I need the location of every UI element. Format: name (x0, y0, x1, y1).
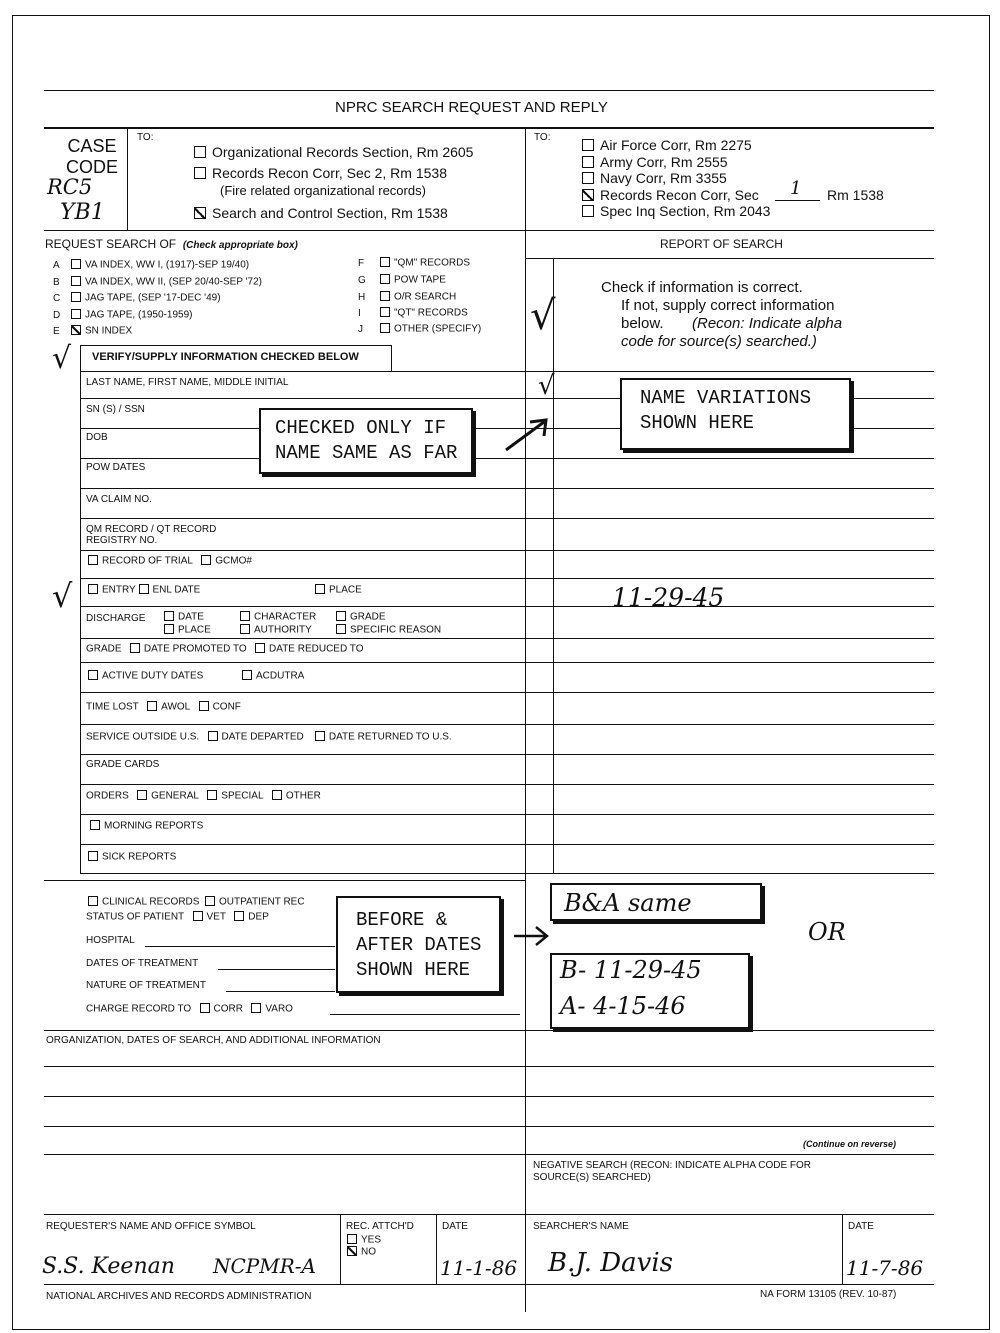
checkbox[interactable] (272, 790, 282, 800)
sig-divider (842, 1214, 843, 1284)
checkbox[interactable] (207, 790, 217, 800)
checkbox-checked[interactable] (71, 325, 81, 335)
name-variations-callout: NAME VARIATIONS SHOWN HERE (620, 378, 851, 450)
field-sick-reports: SICK REPORTS (88, 852, 176, 863)
checkbox[interactable] (255, 643, 265, 653)
search-item-g: G POW TAPE (358, 274, 446, 286)
check-info-1: Check if information is correct. (601, 279, 803, 296)
checkbox[interactable] (240, 624, 250, 634)
title-bottom-rule (44, 127, 934, 129)
searcher-date: 11-7-86 (846, 1256, 924, 1280)
discharge-character: CHARACTER (240, 612, 316, 623)
field-acdutra: ACDUTRA (242, 671, 304, 682)
case-code-divider (127, 127, 128, 230)
requester-name: S.S. Keenan (42, 1254, 175, 1279)
nature-treatment-line (226, 991, 335, 992)
row-rule (80, 724, 934, 725)
checkbox[interactable] (380, 274, 390, 284)
checkbox[interactable] (137, 790, 147, 800)
requester-date-label: DATE (442, 1221, 468, 1232)
search-item-e: E SN INDEX (53, 325, 133, 337)
checkbox[interactable] (194, 146, 206, 158)
discharge-date: DATE (164, 612, 204, 623)
search-item-d: D JAG TAPE, (1950-1959) (53, 309, 193, 321)
checkbox[interactable] (242, 670, 252, 680)
checkbox[interactable] (199, 701, 209, 711)
checkbox[interactable] (582, 156, 594, 168)
to-fire-related: (Fire related organizational records) (220, 183, 426, 198)
arrow-icon (514, 924, 550, 948)
charge-record-line (330, 1014, 520, 1015)
case-code-value-1: RC5 (47, 175, 93, 199)
field-grade-cards: GRADE CARDS (86, 759, 160, 770)
hospital-line (145, 946, 335, 947)
field-dob: DOB (86, 432, 108, 443)
row-rule (80, 638, 934, 639)
row-rule (80, 488, 934, 489)
field-last-name: LAST NAME, FIRST NAME, MIDDLE INITIAL (86, 377, 289, 388)
arrow-icon (500, 412, 552, 456)
to-rm-1538: Rm 1538 (827, 187, 884, 203)
field-service-outside: SERVICE OUTSIDE U.S. DATE DEPARTED DATE RETURNED TO U.S. (86, 731, 452, 743)
org-dates-label: ORGANIZATION, DATES OF SEARCH, AND ADDITIONAL INFORMATION (46, 1035, 381, 1046)
field-clinical-records: CLINICAL RECORDS OUTPATIENT REC (88, 897, 305, 908)
search-item-c: C JAG TAPE, (SEP '17-DEC '49) (53, 292, 221, 304)
center-divider (525, 127, 526, 1312)
to-label-right: TO: (534, 132, 551, 143)
request-search-label: REQUEST SEARCH OF (Check appropriate box) (45, 237, 298, 251)
row-rule (80, 606, 934, 607)
checkbox[interactable] (201, 555, 211, 565)
rec-attchd-no: NO (347, 1247, 376, 1258)
search-item-i: I "QT" RECORDS (358, 307, 468, 319)
search-item-j: J OTHER (SPECIFY) (358, 323, 482, 335)
search-item-a: A VA INDEX, WW I, (1917)-SEP 19/40) (53, 259, 250, 271)
check-info-5: code for source(s) searched.) (621, 333, 817, 350)
check-info-2: If not, supply correct information (621, 297, 835, 314)
checkbox[interactable] (71, 309, 81, 319)
to-label-left: TO: (137, 132, 154, 143)
checkbox[interactable] (234, 911, 244, 921)
field-charge-record: CHARGE RECORD TO CORR VARO (86, 1003, 293, 1015)
row-rule (80, 458, 934, 459)
checkbox[interactable] (147, 701, 157, 711)
row-rule (80, 578, 934, 579)
checkbox[interactable] (347, 1234, 357, 1244)
checkbox[interactable] (88, 851, 98, 861)
entry-checkmark: √ (52, 577, 73, 615)
to-army: Army Corr, Rm 2555 (582, 155, 728, 169)
footer-agency: NATIONAL ARCHIVES AND RECORDS ADMINISTRATION (46, 1291, 312, 1302)
search-item-f: F "QM" RECORDS (358, 257, 470, 269)
case-code-label: CASE CODE (65, 136, 118, 177)
org-line (44, 1154, 934, 1155)
row-rule (80, 784, 934, 785)
to-org-records: Organizational Records Section, Rm 2605 (194, 145, 473, 159)
recon-sec-blank (775, 200, 820, 201)
field-qm-record-1: QM RECORD / QT RECORD (86, 524, 217, 535)
checkbox[interactable] (193, 911, 203, 921)
continue-note: (Continue on reverse) (803, 1139, 897, 1149)
row-rule (80, 692, 934, 693)
field-time-lost: TIME LOST AWOL CONF (86, 701, 241, 713)
checkbox[interactable] (164, 624, 174, 634)
search-item-h: H O/R SEARCH (358, 291, 457, 303)
row-rule (80, 550, 934, 551)
field-discharge: DISCHARGE (86, 613, 146, 624)
checkbox[interactable] (582, 139, 594, 151)
field-orders: ORDERS GENERAL SPECIAL OTHER (86, 790, 321, 802)
checkbox[interactable] (88, 670, 98, 680)
negative-search: NEGATIVE SEARCH (RECON: INDICATE ALPHA CODE FOR SOURCE(S) SEARCHED) (533, 1160, 812, 1183)
row-rule (80, 371, 934, 372)
field-qm-record-2: REGISTRY NO. (86, 535, 158, 546)
field-grade: GRADE DATE PROMOTED TO DATE REDUCED TO (86, 643, 364, 655)
field-sn: SN (S) / SSN (86, 404, 145, 415)
field-morning-reports: MORNING REPORTS (90, 821, 203, 832)
field-place: PLACE (315, 585, 362, 596)
checkbox[interactable] (380, 291, 390, 301)
recon-sec-value: 1 (790, 178, 802, 199)
to-recon-sec: Records Recon Corr, Sec (582, 188, 759, 202)
clinical-bottom-rule (44, 1030, 934, 1031)
checkbox[interactable] (200, 1003, 210, 1013)
field-record-of-trial: RECORD OF TRIAL GCMO# (88, 556, 252, 567)
checkbox[interactable] (164, 611, 174, 621)
check-info-3: below. (621, 315, 664, 332)
field-va-claim: VA CLAIM NO. (86, 494, 152, 505)
discharge-specific-reason: SPECIFIC REASON (336, 625, 441, 636)
org-line (44, 1096, 934, 1097)
case-code-value-2: YB1 (60, 200, 105, 225)
sig-divider (436, 1214, 437, 1284)
report-rule (525, 258, 934, 259)
checkbox[interactable] (205, 896, 215, 906)
requester-date: 11-1-86 (440, 1256, 518, 1280)
signature-bottom-rule (44, 1284, 934, 1285)
org-line (44, 1126, 934, 1127)
checkbox-checked[interactable] (582, 189, 594, 201)
row-rule (80, 662, 934, 663)
checkbox[interactable] (194, 167, 206, 179)
checkbox[interactable] (130, 643, 140, 653)
report-of-search: REPORT OF SEARCH (660, 237, 783, 251)
check-info-4: (Recon: Indicate alpha (692, 315, 843, 332)
checkbox-checked[interactable] (194, 207, 206, 219)
checkbox[interactable] (71, 259, 81, 269)
discharge-place: PLACE (164, 625, 211, 636)
checkbox[interactable] (208, 731, 218, 741)
field-dates-treatment: DATES OF TREATMENT (86, 958, 199, 969)
report-checkmark: √ (530, 293, 556, 339)
row-rule (80, 814, 934, 815)
field-entry: ENTRY ENL DATE (88, 585, 200, 596)
to-navy: Navy Corr, Rm 3355 (582, 171, 727, 185)
or-label: OR (808, 918, 846, 946)
field-nature-treatment: NATURE OF TREATMENT (86, 980, 206, 991)
checkbox[interactable] (88, 584, 98, 594)
checkbox[interactable] (139, 584, 149, 594)
checkbox[interactable] (240, 611, 250, 621)
after-date-value: A- 4-15-46 (560, 992, 686, 1020)
requester-office: NCPMR-A (213, 1254, 316, 1278)
fields-left-border (80, 371, 81, 873)
checkbox[interactable] (582, 205, 594, 217)
row-rule (80, 754, 934, 755)
checked-only-callout: CHECKED ONLY IF NAME SAME AS FAR (259, 408, 473, 474)
to-air-force: Air Force Corr, Rm 2275 (582, 138, 752, 152)
checkbox[interactable] (88, 555, 98, 565)
field-pow-dates: POW DATES (86, 462, 146, 473)
entry-date-value: 11-29-45 (612, 583, 725, 612)
checkbox[interactable] (336, 624, 346, 634)
checkbox[interactable] (380, 307, 390, 317)
ba-same-box: B&A same (550, 883, 762, 921)
checkbox[interactable] (380, 257, 390, 267)
checkbox[interactable] (315, 731, 325, 741)
row-rule (80, 844, 934, 845)
rec-attchd-label: REC. ATTCH'D (346, 1221, 414, 1232)
form-title: NPRC SEARCH REQUEST AND REPLY (335, 99, 608, 116)
footer-form-number: NA FORM 13105 (REV. 10-87) (760, 1289, 897, 1300)
checkbox[interactable] (380, 323, 390, 333)
discharge-grade: GRADE (336, 612, 386, 623)
field-status-patient: STATUS OF PATIENT VET DEP (86, 911, 269, 923)
searcher-label: SEARCHER'S NAME (533, 1221, 629, 1232)
title-top-rule (44, 90, 934, 91)
checkbox[interactable] (251, 1003, 261, 1013)
before-after-callout: BEFORE & AFTER DATES SHOWN HERE (336, 896, 501, 993)
field-active-duty: ACTIVE DUTY DATES (88, 671, 203, 682)
search-item-b: B VA INDEX, WW II, (SEP 20/40-SEP '72) (53, 276, 262, 288)
before-date-value: B- 11-29-45 (560, 956, 702, 984)
row-rule (44, 880, 526, 881)
row-rule (80, 873, 934, 874)
checkbox[interactable] (582, 172, 594, 184)
checkbox[interactable] (315, 584, 325, 594)
verify-label: VERIFY/SUPPLY INFORMATION CHECKED BELOW (92, 351, 359, 363)
to-search-control: Search and Control Section, Rm 1538 (194, 206, 448, 220)
to-spec-inq: Spec Inq Section, Rm 2043 (582, 204, 770, 218)
checkbox[interactable] (336, 611, 346, 621)
row-rule (80, 518, 934, 519)
rec-attchd-yes: YES (347, 1235, 381, 1246)
checkbox[interactable] (71, 292, 81, 302)
field-hospital: HOSPITAL (86, 935, 135, 946)
name-checkmark: √ (538, 371, 555, 401)
sig-divider (340, 1214, 341, 1284)
checkbox[interactable] (88, 896, 98, 906)
to-bottom-rule (44, 230, 934, 231)
searcher-name: B.J. Davis (548, 1248, 673, 1278)
checkbox-checked[interactable] (347, 1246, 357, 1256)
org-line (44, 1066, 934, 1067)
check-column-divider (553, 258, 554, 873)
checkbox[interactable] (71, 276, 81, 286)
verify-checkmark: √ (52, 341, 72, 376)
checkbox[interactable] (90, 820, 100, 830)
searcher-date-label: DATE (848, 1221, 874, 1232)
dates-treatment-line (218, 969, 335, 970)
discharge-authority: AUTHORITY (240, 625, 312, 636)
to-records-recon: Records Recon Corr, Sec 2, Rm 1538 (194, 166, 447, 180)
requester-label: REQUESTER'S NAME AND OFFICE SYMBOL (46, 1221, 256, 1232)
signature-top-rule (44, 1214, 934, 1215)
